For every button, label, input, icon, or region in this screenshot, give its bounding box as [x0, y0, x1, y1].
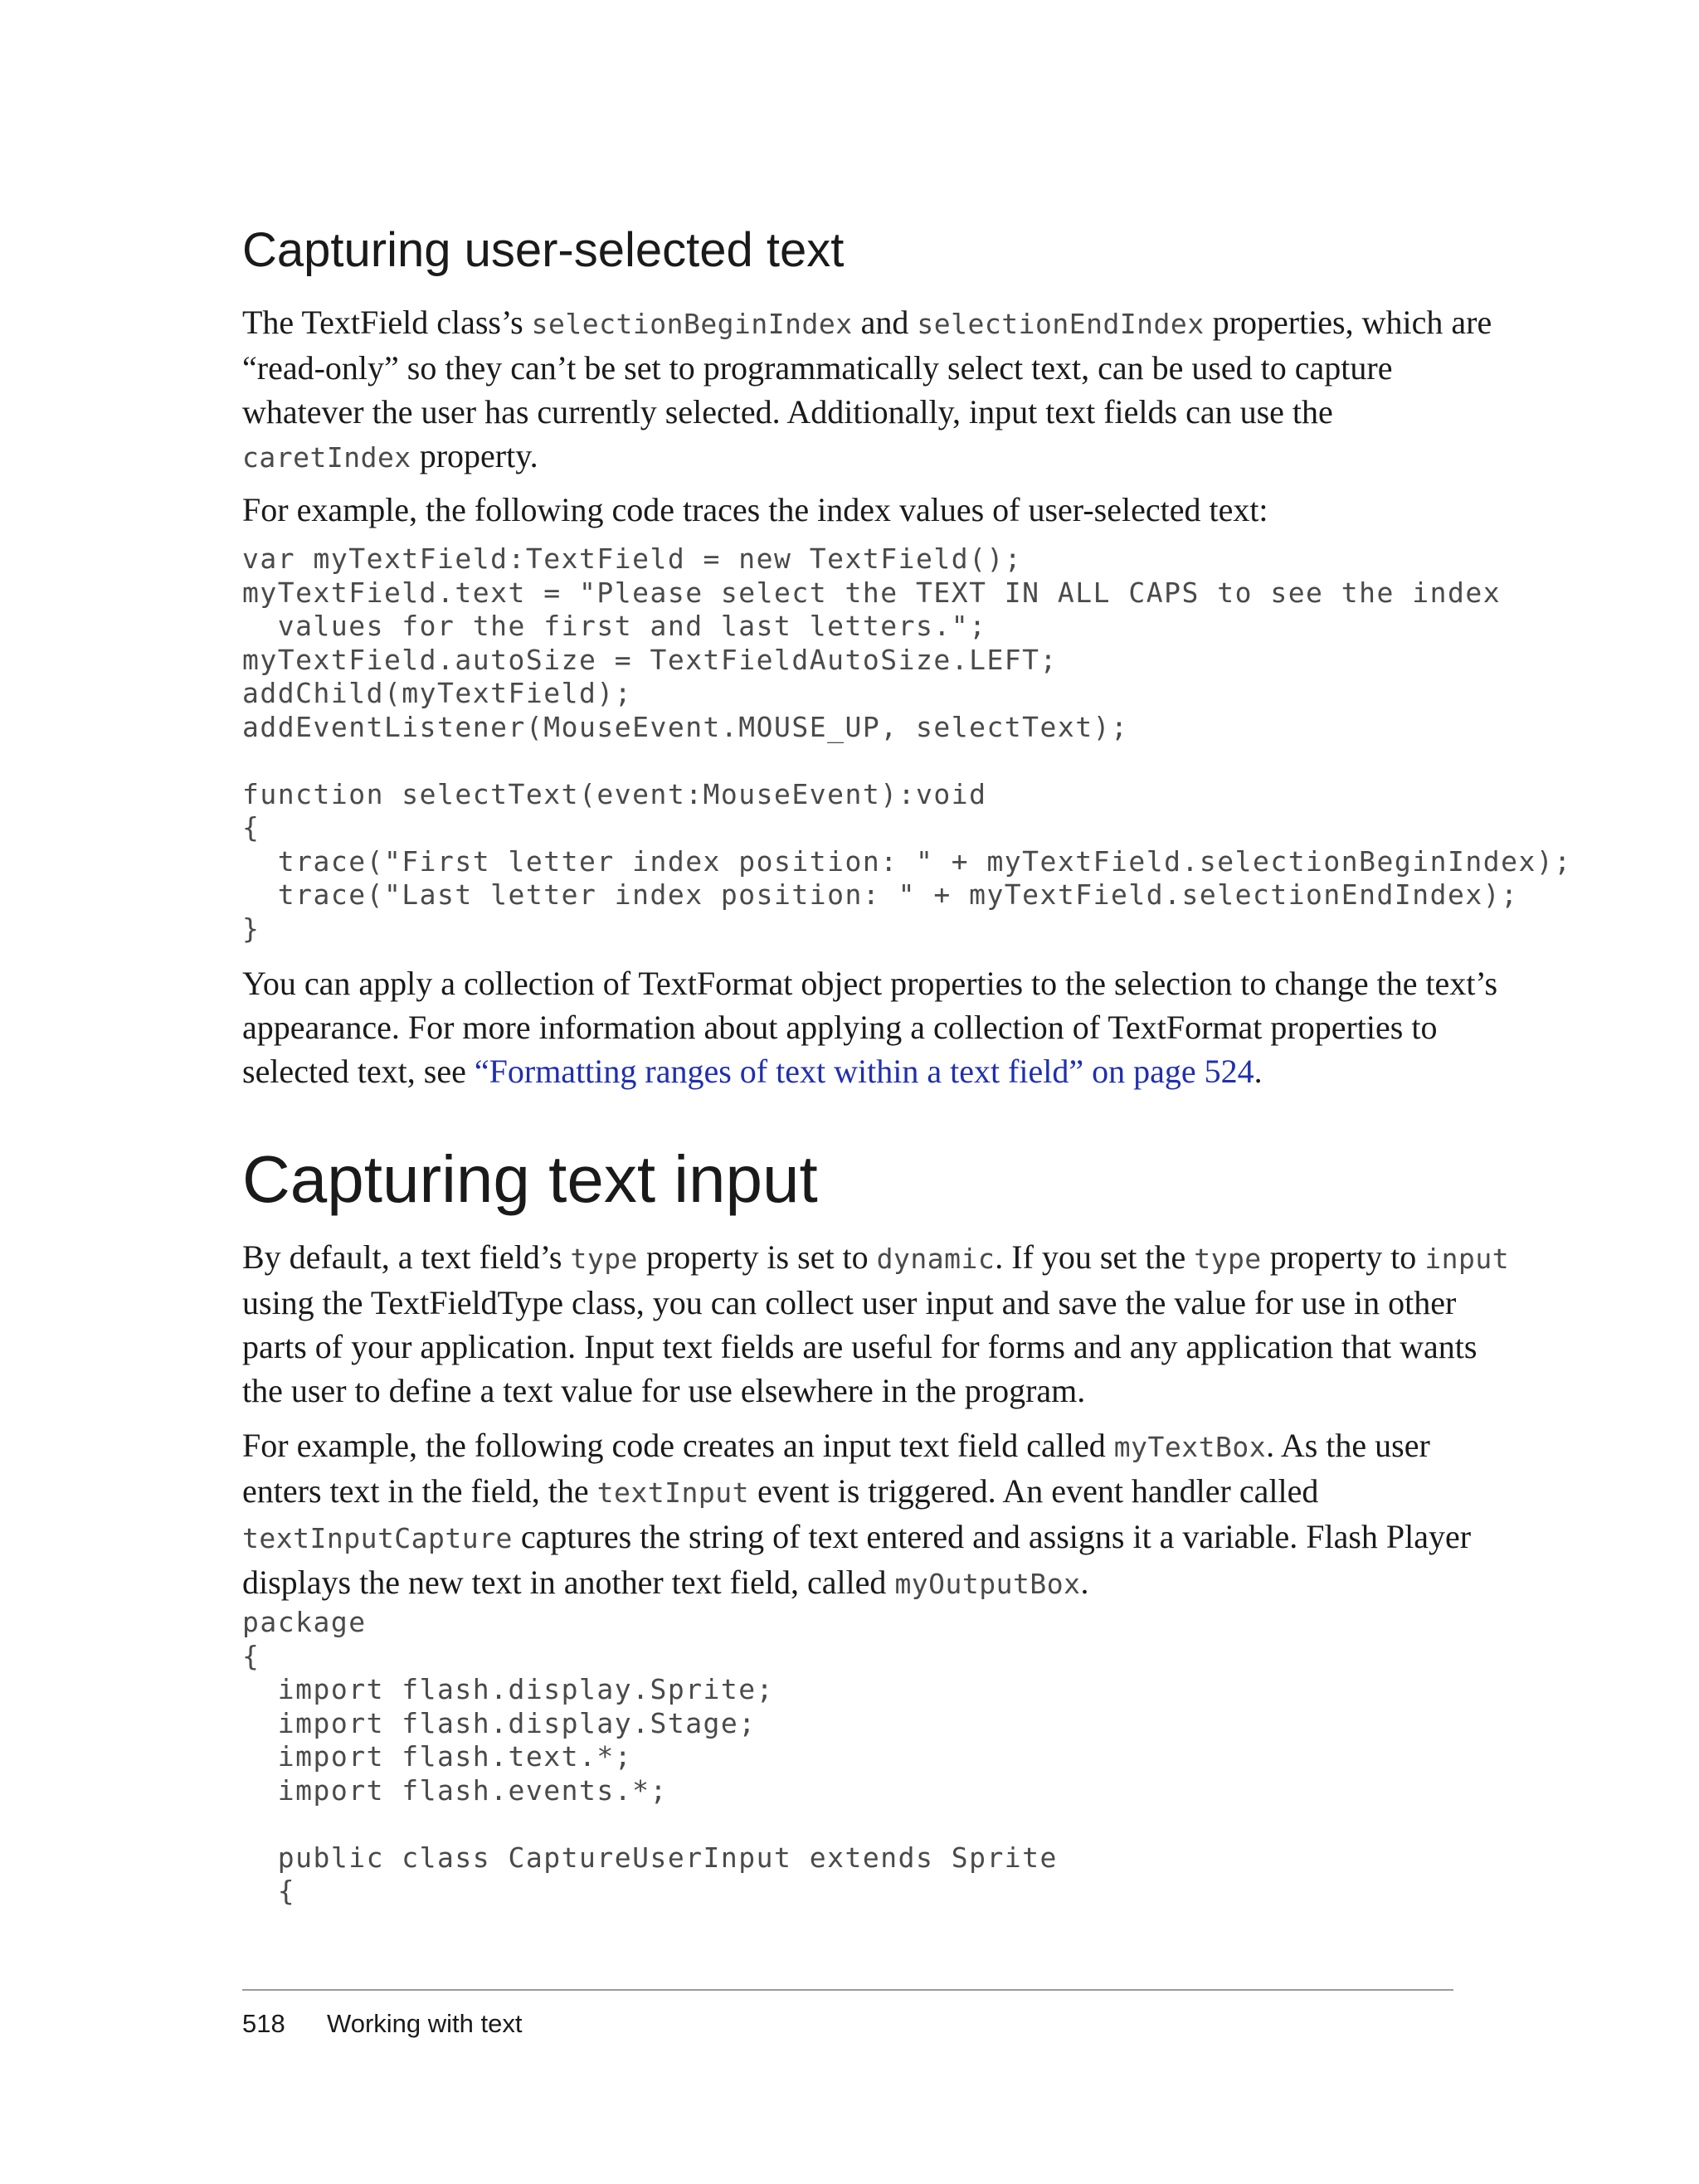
- inline-code: textInputCapture: [242, 1522, 513, 1554]
- inline-code: myOutputBox: [894, 1568, 1081, 1600]
- text-line: appearance. For more information about applying a collection of TextFormat properties to: [242, 1009, 1438, 1046]
- text-run: and: [852, 304, 918, 341]
- inline-code: selectionEndIndex: [917, 308, 1205, 340]
- paragraph-selection-properties: [242, 300, 1492, 479]
- inline-code: input: [1424, 1243, 1510, 1275]
- text-line: [242, 1560, 1462, 1606]
- text-run: property is set to: [637, 1238, 877, 1276]
- inline-code: myTextBox: [1113, 1431, 1267, 1463]
- paragraph-input-example: [242, 1423, 1472, 1606]
- text-line: [242, 300, 1492, 346]
- text-line: For example, the following code traces the index values of user-selected text:: [242, 491, 1268, 528]
- text-run: By default, a text field’s: [242, 1238, 571, 1276]
- text-line: [242, 1049, 1462, 1093]
- text-run: captures the string of text entered and assigns it a variable. Flash Player: [512, 1518, 1472, 1555]
- section-heading-capturing-user-selected-text: Capturing user-selected text: [242, 223, 845, 277]
- footer-divider: [242, 1989, 1453, 1991]
- paragraph-textformat: [242, 961, 1498, 1093]
- text-line: using the TextFieldType class, you can collect user input and save the value for use in other: [242, 1284, 1457, 1321]
- text-run: For example, the following code creates an input text field called: [242, 1427, 1114, 1464]
- text-line: [242, 1469, 1462, 1515]
- text-line: “read-only” so they can’t be set to programmatically select text, can be used to capture: [242, 349, 1393, 387]
- text-line: whatever the user has currently selected. Additionally, input text fields can use the: [242, 393, 1333, 430]
- text-run: .: [1080, 1564, 1089, 1601]
- inline-code: caretIndex: [242, 441, 411, 474]
- inline-code: selectionBeginIndex: [531, 308, 853, 340]
- section-heading-capturing-text-input: Capturing text input: [242, 1142, 818, 1216]
- inline-code: type: [1194, 1243, 1262, 1275]
- text-run: property to: [1261, 1238, 1425, 1276]
- cross-reference-link[interactable]: “Formatting ranges of text within a text field” on page 524: [474, 1053, 1254, 1090]
- text-line: You can apply a collection of TextFormat object properties to the selection to change the text’s: [242, 965, 1498, 1002]
- text-run: event is triggered. An event handler called: [748, 1472, 1319, 1510]
- text-run: .: [1254, 1053, 1263, 1090]
- text-run: . As the user: [1266, 1427, 1430, 1464]
- text-run: displays the new text in another text field, called: [242, 1564, 895, 1601]
- text-run: property.: [411, 437, 538, 474]
- code-block-select-text: var myTextField:TextField = new TextField(); myTextField.text = "Please select the TEXT IN ALL CAPS to see the index values for the first and last letters."; myTextField.autoSize = TextFieldAutoSize.LEFT; addChild(myTextField); addEventListener(MouseEvent.MOUSE_UP, selectText); function selectText(event:MouseEvent):void { trace("First letter index position: " + myTextField.selectionBeginIndex); trace("Last letter index position: " + myTextField.selectionEndIndex); }: [242, 542, 1572, 945]
- chapter-title: Working with text: [327, 2009, 523, 2038]
- paragraph-text-field-type: [242, 1235, 1510, 1413]
- inline-code: type: [570, 1243, 638, 1275]
- text-line: parts of your application. Input text fields are useful for forms and any application that wants: [242, 1328, 1477, 1365]
- paragraph-example-intro: [242, 488, 1462, 532]
- text-run: enters text in the field, the: [242, 1472, 597, 1510]
- text-line: [242, 1423, 1462, 1469]
- inline-code: textInput: [596, 1476, 749, 1509]
- page-number: 518: [242, 2009, 285, 2038]
- text-run: . If you set the: [995, 1238, 1195, 1276]
- page-footer: [242, 2007, 522, 2041]
- text-line: [242, 434, 1462, 479]
- text-line: the user to define a text value for use elsewhere in the program.: [242, 1372, 1086, 1409]
- inline-code: dynamic: [876, 1243, 996, 1275]
- code-block-capture-user-input: package { import flash.display.Sprite; import flash.display.Stage; import flash.text.*; import flash.events.*; public class CaptureUserInput extends Sprite {: [242, 1606, 1058, 1907]
- text-run: properties, which are: [1204, 304, 1492, 341]
- text-line: [242, 1515, 1472, 1560]
- text-run: selected text, see: [242, 1053, 475, 1090]
- text-run: The TextField class’s: [242, 304, 532, 341]
- text-line: [242, 1235, 1510, 1281]
